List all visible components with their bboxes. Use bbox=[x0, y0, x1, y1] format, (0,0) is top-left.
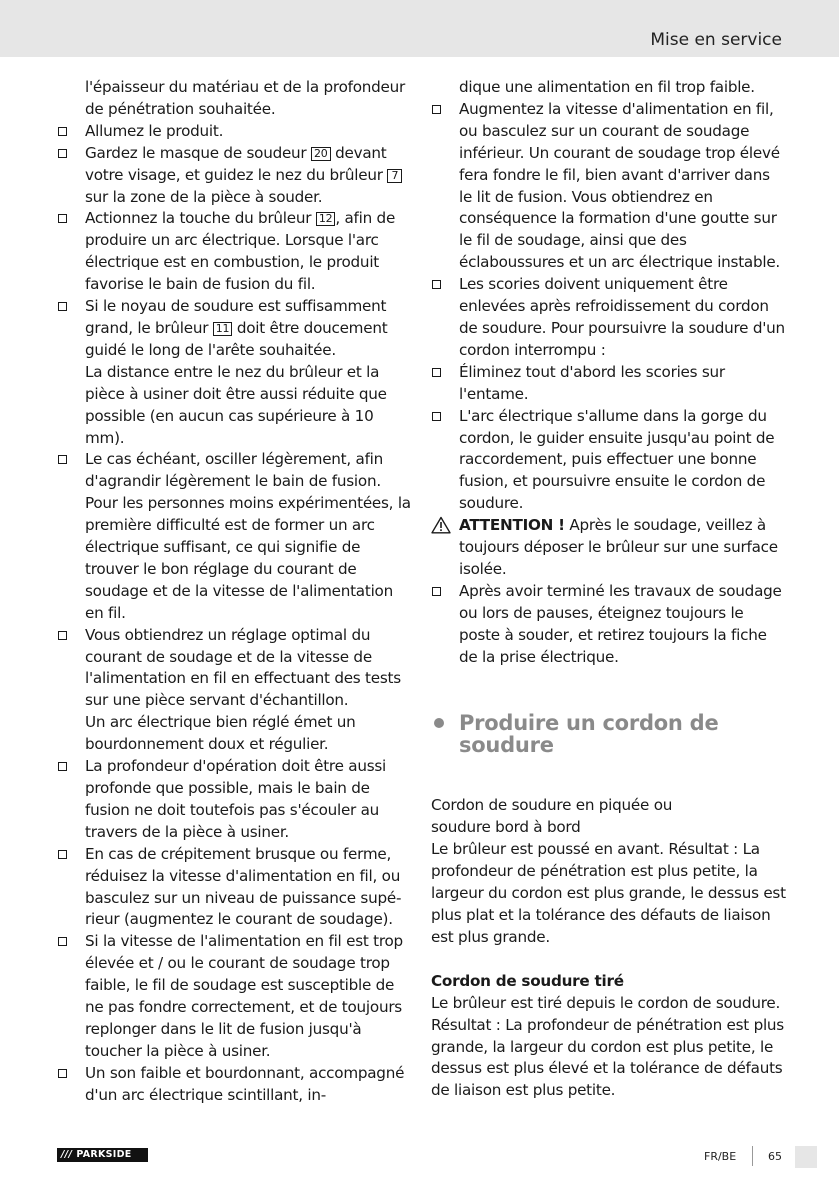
list-item: Un son faible et bourdonnant, accompagné d'un arc électrique scintillant, in- bbox=[57, 1063, 414, 1107]
checkbox-bullet-icon bbox=[432, 412, 441, 421]
section-heading: Produire un cordon de soudure bbox=[431, 712, 787, 756]
checkbox-bullet-icon bbox=[58, 214, 67, 223]
list-item: Actionnez la touche du brûleur 12 , afin de produire un arc électrique. Lorsque l'arc électrique est en combustion, le produit favorise le bain de fusion du fil. bbox=[57, 208, 414, 296]
list-item: Après avoir terminé les travaux de soudage ou lors de pauses, éteignez toujours le poste à souder, et retirez toujours la fiche de la prise électrique. bbox=[431, 581, 787, 669]
checkbox-bullet-icon bbox=[58, 631, 67, 640]
list-item: Vous obtiendrez un réglage optimal du courant de soudage et de la vitesse de l'alimentation en fil en effectuant des tests sur une pièce servant d'échantillon. Un arc électrique bien réglé émet un bourdonnement doux et régulier. bbox=[57, 625, 414, 756]
list-item: Éliminez tout d'abord les scories sur l'entame. bbox=[431, 362, 787, 406]
checkbox-bullet-icon bbox=[58, 127, 67, 136]
language-code: FR/BE bbox=[704, 1150, 737, 1163]
subheading: Cordon de soudure tiré bbox=[431, 971, 624, 990]
checkbox-bullet-icon bbox=[432, 105, 441, 114]
part-reference-number: 12 bbox=[316, 212, 336, 226]
paragraph: Cordon de soudure en piquée ou soudure bord à bord bbox=[431, 796, 673, 837]
part-reference-number: 11 bbox=[213, 322, 233, 336]
list-item: Le cas échéant, osciller légèrement, afin d'agrandir légèrement le bain de fusion. Pour les personnes moins expérimentées, la première difficulté est de former un arc électrique suffisant, ce qui signifie de trouver le bon réglage du courant de soudage et de la vitesse de l'alimentation en fil. bbox=[57, 449, 414, 624]
right-column bbox=[431, 77, 787, 1102]
checkbox-bullet-icon bbox=[58, 149, 67, 158]
checkbox-bullet-icon bbox=[58, 762, 67, 771]
page-header-bar bbox=[0, 0, 839, 57]
list-item: La profondeur d'opération doit être aussi profonde que possible, mais le bain de fusion ne doit toutefois pas s'écouler au travers de la pièce à usiner. bbox=[57, 756, 414, 844]
warning-label: ATTENTION ! bbox=[459, 516, 565, 535]
list-item: Si le noyau de soudure est suffisamment grand, le brûleur 11 doit être doucement guidé le long de l'arête souhaitée. La distance entre le nez du brûleur et la pièce à usiner doit être aussi réduite que possible (en aucun cas supérieure à 10 mm). bbox=[57, 296, 414, 449]
page-number: 65 bbox=[768, 1150, 782, 1163]
list-item: Augmentez la vitesse d'alimentation en fil, ou basculez sur un courant de soudage inférieur. Un courant de soudage trop élevé fera fondre le fil, bien avant d'arriver dans le lit de fusion. Vous obtiendrez en conséquence la formation d'une goutte sur le fil de soudage, ainsi que des éclaboussures et un arc électrique instable. bbox=[431, 99, 787, 274]
footer-divider bbox=[752, 1146, 753, 1166]
brand-logo: /// PARKSIDE bbox=[57, 1148, 148, 1162]
checkbox-bullet-icon bbox=[432, 368, 441, 377]
bullet-dot-icon bbox=[434, 718, 444, 728]
warning-notice: ATTENTION ! Après le soudage, veillez à toujours déposer le brûleur sur une surface isolée. bbox=[431, 515, 787, 581]
logo-stripes-icon: /// bbox=[61, 1149, 73, 1160]
part-reference-number: 20 bbox=[311, 147, 331, 161]
list-item: Allumez le produit. bbox=[57, 121, 414, 143]
continuation-text: dique une alimentation en fil trop faible. bbox=[459, 78, 755, 96]
list-item: Gardez le masque de soudeur 20 devant votre visage, et guidez le nez du brûleur 7 sur la zone de la pièce à souder. bbox=[57, 143, 414, 209]
section-title: Mise en service bbox=[650, 30, 782, 50]
warning-triangle-icon bbox=[431, 516, 451, 534]
list-item: Si la vitesse de l'alimentation en fil est trop élevée et / ou le courant de soudage trop faible, le fil de soudage est susceptible de ne pas fondre correctement, et de toujours replonger dans le lit de fusion jusqu'à toucher la pièce à usiner. bbox=[57, 931, 414, 1062]
checkbox-bullet-icon bbox=[58, 1069, 67, 1078]
list-item: Les scories doivent uniquement être enlevées après refroidissement du cordon de soudure. Pour poursuivre la soudure d'un cordon interrompu : bbox=[431, 274, 787, 362]
checkbox-bullet-icon bbox=[58, 850, 67, 859]
continuation-text: l'épaisseur du matériau et de la profondeur de pénétration souhaitée. bbox=[85, 78, 405, 118]
checkbox-bullet-icon bbox=[58, 937, 67, 946]
list-item: L'arc électrique s'allume dans la gorge du cordon, le guider ensuite jusqu'au point de raccordement, puis effectuer une bonne fusion, et poursuivre ensuite le cordon de soudure. bbox=[431, 406, 787, 516]
paragraph: Le brûleur est poussé en avant. Résultat : La profondeur de pénétration est plus petite, la largeur du cordon est plus grande, le dessus est plus plat et la tolérance des défauts de liaison est plus grande. bbox=[431, 840, 786, 946]
part-reference-number: 7 bbox=[387, 169, 402, 183]
checkbox-bullet-icon bbox=[432, 587, 441, 596]
checkbox-bullet-icon bbox=[58, 455, 67, 464]
checkbox-bullet-icon bbox=[432, 280, 441, 289]
paragraph: Le brûleur est tiré depuis le cordon de soudure. Résultat : La profondeur de pénétration est plus grande, la largeur du cordon est plus petite, le dessus est plus élevé et la tolérance de défauts de liaison est plus petite. bbox=[431, 993, 784, 1100]
checkbox-bullet-icon bbox=[58, 302, 67, 311]
left-column bbox=[57, 77, 414, 1107]
list-item: En cas de crépitement brusque ou ferme, réduisez la vitesse d'alimentation en fil, ou basculez sur un niveau de puissance supérieur (augmentez le courant de soudage). bbox=[57, 844, 414, 932]
footer-tab-marker bbox=[795, 1146, 817, 1168]
